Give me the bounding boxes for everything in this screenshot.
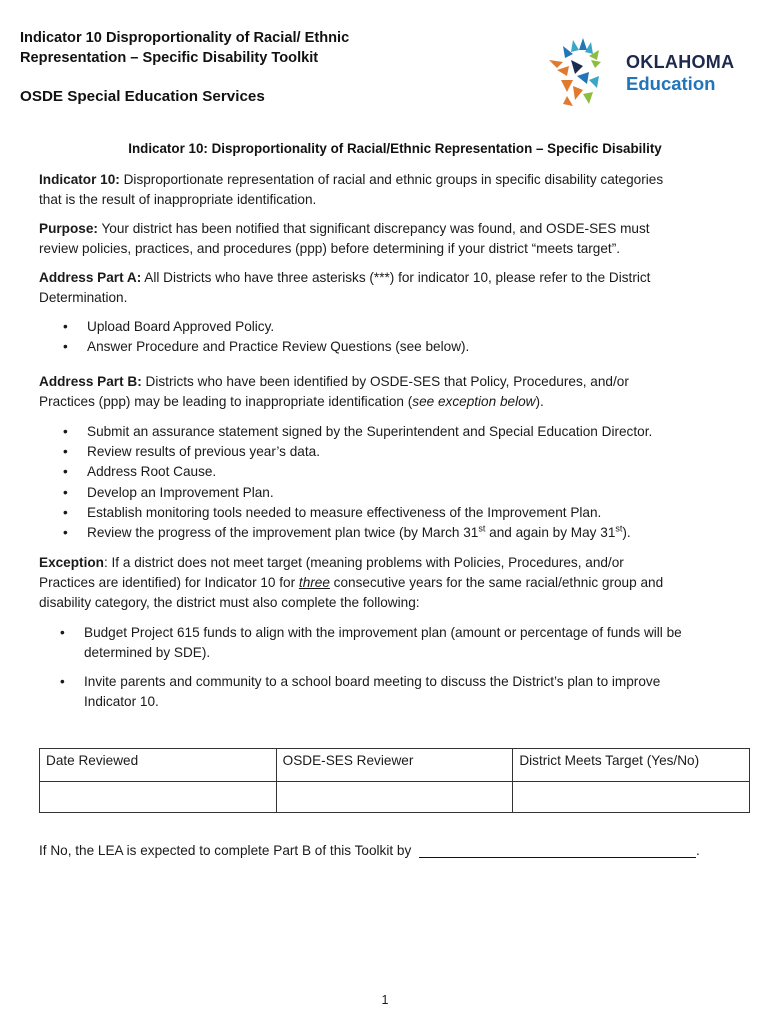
- part-a-paragraph: [39, 268, 739, 308]
- exception-bullet-1-line-1: Budget Project 615 funds to align with the improvement plan (amount or percentage of funds will be: [84, 625, 682, 640]
- indicator-paragraph: [39, 170, 739, 210]
- header-meets-target: District Meets Target (Yes/No): [513, 749, 750, 782]
- superscript-st: st: [478, 523, 486, 534]
- exception-paragraph: [39, 553, 739, 613]
- superscript-st: st: [615, 523, 623, 534]
- exception-text-em: three: [298, 575, 330, 590]
- header-title-line-2: Representation – Specific Disability Toolkit: [20, 50, 319, 66]
- logo-text-education: Education: [626, 73, 716, 94]
- review-text-mid: and again by May 31: [485, 525, 616, 540]
- list-item-text: Address Root Cause.: [87, 464, 217, 479]
- bullet-icon: •: [63, 339, 68, 354]
- bullet-icon: •: [63, 485, 68, 500]
- indicator-text-2: that is the result of inappropriate identification.: [39, 192, 317, 207]
- completion-date-field[interactable]: [419, 843, 696, 858]
- list-item-text: [84, 672, 764, 712]
- purpose-text-1: Your district has been notified that significant discrepancy was found, and OSDE-SES must: [97, 221, 650, 236]
- document-header-title: [20, 28, 490, 68]
- date-reviewed-field[interactable]: [40, 782, 277, 813]
- part-b-text-em: see exception below: [412, 394, 536, 409]
- part-a-label: Address Part A:: [39, 270, 142, 285]
- header-title-line-1: Indicator 10 Disproportionality of Racial/ Ethnic: [20, 30, 350, 46]
- header-date-reviewed: Date Reviewed: [40, 749, 277, 782]
- list-item-text: Review results of previous year’s data.: [87, 444, 320, 459]
- list-item-text: Submit an assurance statement signed by the Superintendent and Special Education Director.: [87, 424, 653, 439]
- list-item-text: Answer Procedure and Practice Review Questions (see below).: [87, 339, 470, 354]
- reviewer-field[interactable]: [276, 782, 513, 813]
- completion-deadline-line: [39, 843, 700, 858]
- review-text-pre: Review the progress of the improvement plan twice (by March 31: [87, 525, 479, 540]
- part-b-text-1: Districts who have been identified by OSDE-SES that Policy, Procedures, and/or: [141, 374, 629, 389]
- bullet-icon: •: [63, 464, 68, 479]
- completion-deadline-text: If No, the LEA is expected to complete Part B of this Toolkit by: [39, 843, 412, 858]
- list-item-text: Upload Board Approved Policy.: [87, 319, 275, 334]
- header-reviewer: OSDE-SES Reviewer: [276, 749, 513, 782]
- exception-text-3: disability category, the district must also complete the following:: [39, 595, 420, 610]
- bullet-icon: •: [63, 319, 68, 334]
- part-a-text-1: All Districts who have three asterisks (***) for indicator 10, please refer to the District: [141, 270, 651, 285]
- meets-target-field[interactable]: [513, 782, 750, 813]
- bullet-icon: •: [63, 505, 68, 520]
- exception-text-2: Practices are identified) for Indicator 10 for: [39, 575, 299, 590]
- purpose-text-2: review policies, practices, and procedures (ppp) before determining if your district “meets target”.: [39, 241, 621, 256]
- part-a-text-2: Determination.: [39, 290, 128, 305]
- purpose-label: Purpose:: [39, 221, 98, 236]
- bullet-icon: •: [60, 674, 65, 689]
- page-number: 1: [381, 993, 389, 1007]
- completion-deadline-period: .: [696, 843, 700, 858]
- review-table: [39, 748, 750, 813]
- logo-text-oklahoma: OKLAHOMA: [626, 52, 735, 72]
- exception-text-post: consecutive years for the same racial/ethnic group and: [329, 575, 664, 590]
- logo-star-icon: [549, 38, 601, 106]
- document-title: Indicator 10: Disproportionality of Racial/Ethnic Representation – Specific Disability: [128, 141, 662, 156]
- exception-text-1: : If a district does not meet target (meaning problems with Policies, Procedures, and/or: [103, 555, 624, 570]
- bullet-icon: •: [60, 625, 65, 640]
- review-text-post: ).: [622, 525, 631, 540]
- exception-bullet-2-line-2: Indicator 10.: [84, 694, 159, 709]
- header-subtitle: OSDE Special Education Services: [20, 88, 265, 105]
- part-b-label: Address Part B:: [39, 374, 142, 389]
- table-header-row: [40, 749, 750, 782]
- list-item-text: Develop an Improvement Plan.: [87, 485, 274, 500]
- purpose-paragraph: [39, 219, 739, 259]
- part-b-text-2: Practices (ppp) may be leading to inappropriate identification (: [39, 394, 413, 409]
- table-row: [40, 782, 750, 813]
- list-item-text: Establish monitoring tools needed to measure effectiveness of the Improvement Plan.: [87, 505, 602, 520]
- bullet-icon: •: [63, 424, 68, 439]
- bullet-icon: •: [63, 444, 68, 459]
- indicator-text-1: Disproportionate representation of racial and ethnic groups in specific disability categories: [119, 172, 664, 187]
- list-item-text: [87, 523, 631, 543]
- bullet-icon: •: [63, 525, 68, 540]
- indicator-label: Indicator 10:: [39, 172, 120, 187]
- list-item-text: [84, 623, 764, 663]
- part-b-text-post: ).: [535, 394, 544, 409]
- exception-bullet-2-line-1: Invite parents and community to a school board meeting to discuss the District’s plan to improve: [84, 674, 661, 689]
- part-b-paragraph: [39, 372, 739, 412]
- exception-label: Exception: [39, 555, 104, 570]
- exception-bullet-1-line-2: determined by SDE).: [84, 645, 211, 660]
